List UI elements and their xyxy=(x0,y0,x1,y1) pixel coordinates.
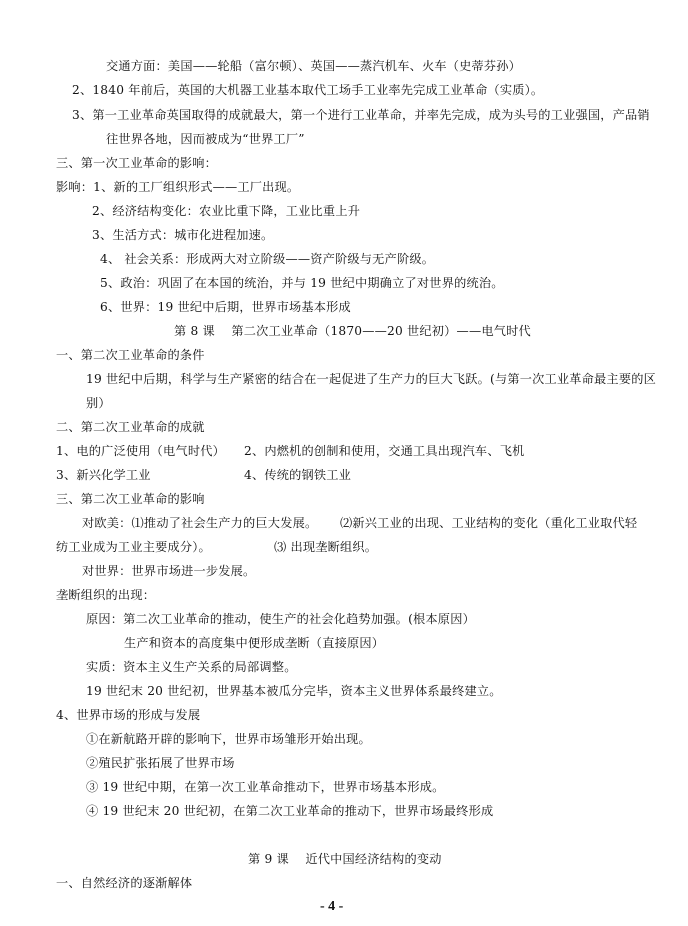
text-line: 5、政治：巩固了在本国的统治，并与 19 世纪中期确立了对世界的统治。 xyxy=(100,276,504,290)
text-line: 3、生活方式：城市化进程加速。 xyxy=(92,228,274,242)
text-line: 2、经济结构变化：农业比重下降，工业比重上升 xyxy=(92,204,361,218)
text-line: 3、新兴化学工业 xyxy=(56,468,151,482)
text-line: 纺工业成为工业主要成分）。 xyxy=(56,540,211,554)
text-line: 别） xyxy=(86,396,111,410)
text-line: ②殖民扩张拓展了世界市场 xyxy=(86,756,235,770)
text-line: 1、电的广泛使用（电气时代） xyxy=(56,444,225,458)
text-line: 3、第一工业革命英国取得的成就最大，第一个进行工业革命，并率先完成，成为头号的工业强国，产品销 xyxy=(72,108,650,122)
text-line: 对世界：世界市场进一步发展。 xyxy=(82,564,256,578)
text-line: 原因：第二次工业革命的推动，使生产的社会化趋势加强。(根本原因） xyxy=(86,612,475,626)
section-heading: 一、自然经济的逐渐解体 xyxy=(56,876,193,890)
text-line: ①在新航路开辟的影响下，世界市场雏形开始出现。 xyxy=(86,732,371,746)
text-line: 影响：1、新的工厂组织形式——工厂出现。 xyxy=(56,180,300,194)
text-line: 往世界各地，因而被成为“世界工厂” xyxy=(106,132,305,146)
section-heading: 一、第二次工业革命的条件 xyxy=(56,348,205,362)
text-line: 生产和资本的高度集中便形成垄断（直接原因） xyxy=(124,636,385,650)
text-line: ⑶ 出现垄断组织。 xyxy=(274,540,378,554)
section-heading: 三、第一次工业革命的影响： xyxy=(56,156,218,170)
text-line: 对欧美：⑴推动了社会生产力的巨大发展。 xyxy=(82,516,318,530)
section-heading: 4、世界市场的形成与发展 xyxy=(56,708,201,722)
text-line: 2、内燃机的创制和使用，交通工具出现汽车、飞机 xyxy=(244,444,525,458)
text-line: ⑵新兴工业的出现、工业结构的变化（重化工业取代轻 xyxy=(340,516,638,530)
text-line: ③ 19 世纪中期，在第一次工业革命推动下，世界市场基本形成。 xyxy=(86,780,445,794)
lesson-title: 第 9 课 近代中国经济结构的变动 xyxy=(248,852,442,866)
lesson-title: 第 8 课 第二次工业革命（1870——20 世纪初）——电气时代 xyxy=(174,324,531,338)
page-number: - 4 - xyxy=(320,899,344,914)
text-line: 19 世纪末 20 世纪初，世界基本被瓜分完毕，资本主义世界体系最终建立。 xyxy=(86,684,502,698)
text-line: 19 世纪中后期，科学与生产紧密的结合在一起促进了生产力的巨大飞跃。(与第一次工业革命最主要的区 xyxy=(86,372,656,386)
text-line: 4、传统的钢铁工业 xyxy=(244,468,352,482)
section-heading: 三、第二次工业革命的影响 xyxy=(56,492,205,506)
text-line: 4、 社会关系：形成两大对立阶级——资产阶级与无产阶级。 xyxy=(100,252,435,266)
text-line: 交通方面：美国——轮船（富尔顿）、英国——蒸汽机车、火车（史蒂芬孙） xyxy=(106,59,522,73)
text-line: 实质：资本主义生产关系的局部调整。 xyxy=(86,660,297,674)
text-line: 2、1840 年前后，英国的大机器工业基本取代工场手工业率先完成工业革命（实质）。 xyxy=(72,83,544,97)
text-line: 6、世界：19 世纪中后期，世界市场基本形成 xyxy=(100,300,351,314)
text-line: ④ 19 世纪末 20 世纪初，在第二次工业革命的推动下，世界市场最终形成 xyxy=(86,804,494,818)
text-line: 垄断组织的出现： xyxy=(56,588,156,602)
section-heading: 二、第二次工业革命的成就 xyxy=(56,420,205,434)
